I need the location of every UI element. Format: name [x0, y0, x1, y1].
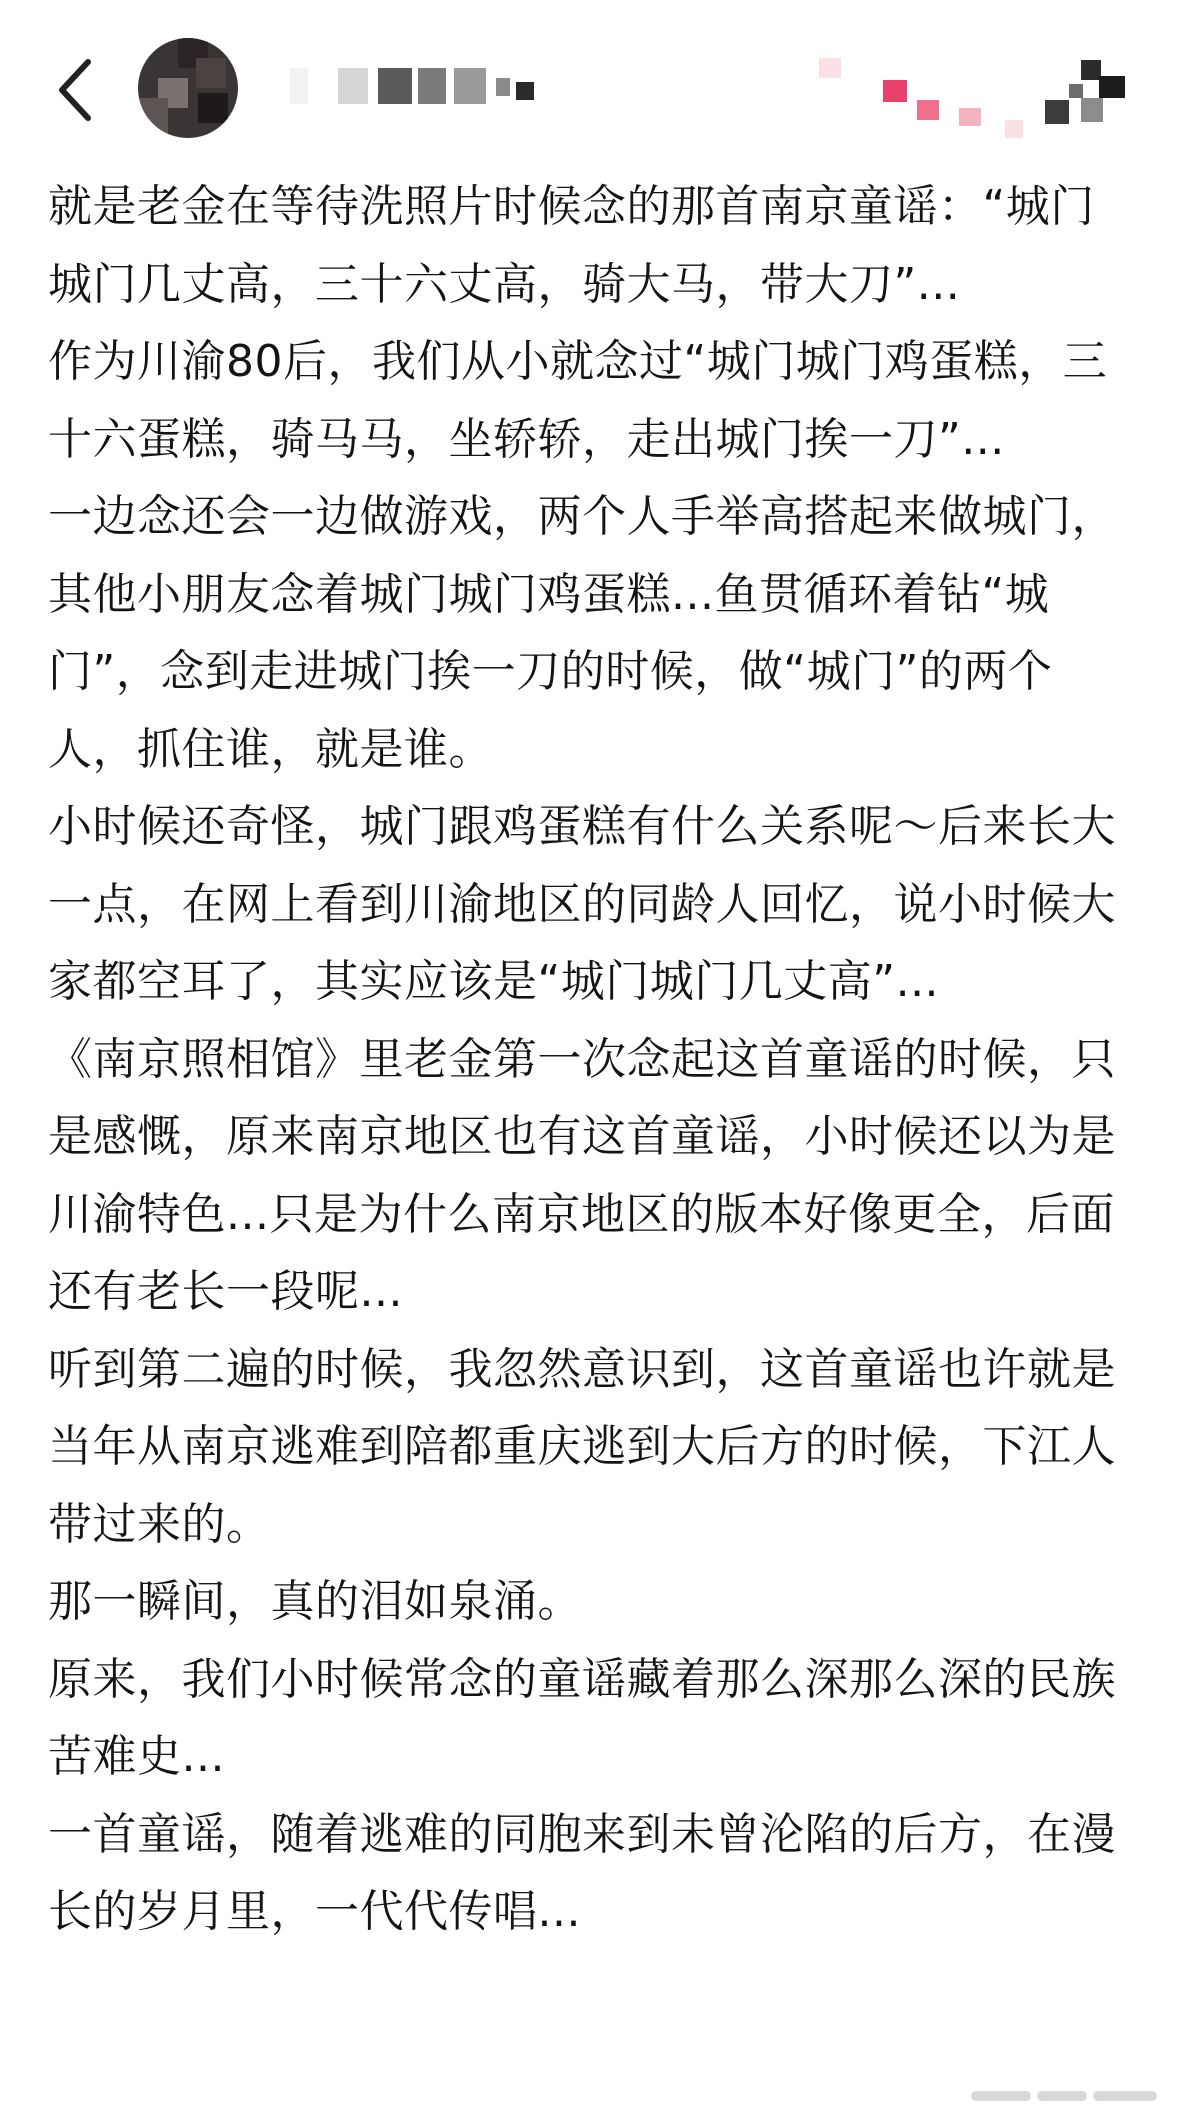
blurred-username[interactable]: [290, 68, 550, 108]
avatar[interactable]: [138, 38, 238, 138]
post-paragraph: 听到第二遍的时候，我忽然意识到，这首童谣也许就是当年从南京逃难到陪都重庆逃到大后方的时候，下江人带过来的。: [48, 1343, 1116, 1550]
chevron-left-icon: [54, 58, 94, 122]
post-paragraph: 作为川渝80后，我们从小就念过“城门城门鸡蛋糕，三十六蛋糕，骑马马，坐轿轿，走出城门挨一刀”...: [48, 336, 1108, 465]
header-actions[interactable]: [819, 40, 1179, 140]
top-bar: [0, 0, 1179, 160]
post-paragraph: 原来，我们小时候常念的童谣藏着那么深那么深的民族苦难史...: [48, 1653, 1116, 1782]
post-paragraph: 一首童谣，随着逃难的同胞来到未曾沦陷的后方，在漫长的岁月里，一代代传唱...: [48, 1808, 1116, 1937]
watermark: [971, 2083, 1161, 2109]
post-paragraph: 就是老金在等待洗照片时候念的那首南京童谣：“城门城门几丈高，三十六丈高，骑大马，带大刀”...: [48, 181, 1095, 310]
post-paragraph: 一边念还会一边做游戏，两个人手举高搭起来做城门，其他小朋友念着城门城门鸡蛋糕...鱼贯循环着钻“城门”，念到走进城门挨一刀的时候，做“城门”的两个人，抓住谁，就是谁。: [48, 491, 1116, 775]
back-button[interactable]: [44, 50, 104, 130]
post-body: [48, 168, 1138, 1951]
post-paragraph: 那一瞬间，真的泪如泉涌。: [48, 1576, 582, 1627]
post-paragraph: 《南京照相馆》里老金第一次念起这首童谣的时候，只是感慨，原来南京地区也有这首童谣，小时候还以为是川渝特色...只是为什么南京地区的版本好像更全，后面还有老长一段呢...: [48, 1033, 1116, 1317]
post-paragraph: 小时候还奇怪，城门跟鸡蛋糕有什么关系呢～后来长大一点，在网上看到川渝地区的同龄人回忆，说小时候大家都空耳了，其实应该是“城门城门几丈高”...: [48, 801, 1116, 1007]
